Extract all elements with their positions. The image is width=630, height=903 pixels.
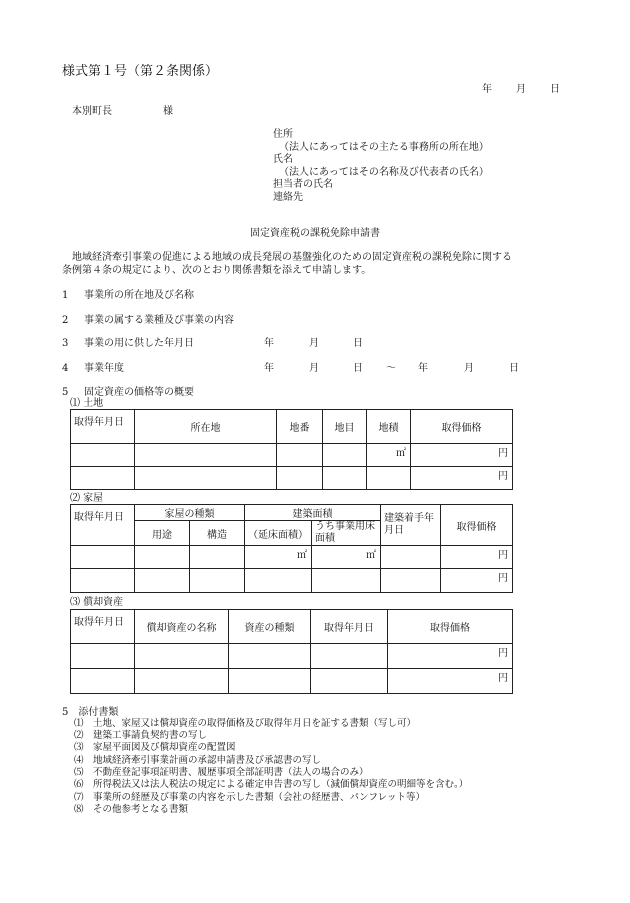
date-line — [482, 80, 562, 95]
applicant-name-label: 氏名 — [273, 154, 293, 165]
land-header-location: 所在地 — [135, 410, 277, 444]
land-cell[interactable] — [135, 444, 277, 467]
house-cell[interactable] — [71, 569, 135, 593]
depreciable-header-name: 償却資産の名称 — [135, 610, 229, 644]
item-5-number: 5 — [62, 387, 69, 398]
attachment-item: ⑻ その他参考となる書類 — [74, 804, 189, 815]
depreciable-yen-unit: 円 — [388, 644, 513, 669]
applicant-address-label: 住所 — [273, 129, 293, 140]
date-year-label: 年 — [482, 84, 492, 95]
document-title: 固定資産税の課税免除申請書 — [250, 228, 380, 239]
land-cell[interactable] — [71, 467, 135, 490]
attachment-item: ⑴ 土地、家屋又は償却資産の取得価格及び取得年月日を証する書類（写し可） — [74, 718, 417, 729]
item-4-day-end: 日 — [509, 363, 519, 374]
depreciable-section-label: ⑶ 償却資産 — [70, 597, 124, 608]
attachment-item: ⑸ 不動産登記事項証明書、履歴事項全部証明書（法人の場合のみ） — [74, 767, 369, 778]
item-4-year-end: 年 — [418, 363, 428, 374]
house-cell[interactable] — [135, 569, 190, 593]
item-4-number: 4 — [62, 363, 69, 374]
house-cell[interactable] — [245, 569, 312, 593]
land-cell[interactable] — [323, 444, 367, 467]
land-cell[interactable] — [367, 467, 411, 490]
applicant-contact-label: 連絡先 — [273, 192, 303, 203]
attachment-item: ⑺ 事業所の経歴及び事業の内容を示した書類（会社の経歴書、パンフレット等） — [74, 792, 426, 803]
item-3-year: 年 — [264, 338, 274, 349]
house-cell[interactable] — [135, 546, 190, 569]
house-yen-unit: 円 — [441, 546, 513, 569]
item-3-number: 3 — [62, 338, 69, 349]
item-4-year: 年 — [264, 363, 274, 374]
depreciable-cell[interactable] — [229, 669, 311, 694]
addressee-name: 本別町長 — [72, 106, 112, 117]
item-1-number: 1 — [62, 290, 69, 301]
depreciable-cell[interactable] — [135, 644, 229, 669]
depreciable-cell[interactable] — [311, 669, 388, 694]
applicant-contact-person-label: 担当者の氏名 — [273, 179, 333, 190]
item-4-day: 日 — [353, 363, 363, 374]
house-cell[interactable] — [312, 569, 381, 593]
land-header-lot: 地番 — [277, 410, 323, 444]
item-1-label: 事業所の所在地及び名称 — [84, 290, 194, 301]
depreciable-header-date: 取得年月日 — [311, 610, 388, 644]
item-2-label: 事業の属する業種及び事業の内容 — [84, 315, 234, 326]
attachment-item: ⑷ 地域経済牽引事業計画の承認申請書及び承認書の写し — [74, 755, 322, 766]
land-section-label: ⑴ 土地 — [70, 398, 104, 409]
house-header-business-floor: うち事業用床面積 — [312, 521, 381, 546]
form-number: 様式第１号（第２条関係） — [62, 64, 219, 79]
house-header-structure: 構造 — [190, 521, 245, 546]
applicant-name-note: （法人にあってはその名称及び代表者の氏名） — [279, 167, 489, 178]
house-table — [70, 504, 513, 593]
depreciable-cell[interactable] — [229, 644, 311, 669]
house-header-start-date: 建築着手年月日 — [381, 505, 441, 546]
item-5-label: 固定資産の価格等の概要 — [84, 387, 194, 398]
house-cell[interactable] — [190, 546, 245, 569]
land-yen-unit: 円 — [411, 467, 513, 490]
house-header-acq-date: 取得年月日 — [71, 505, 135, 546]
item-4-label: 事業年度 — [84, 363, 124, 374]
depreciable-header-acq-date: 取得年月日 — [71, 610, 135, 644]
house-total-floor-unit: ㎡ — [245, 546, 312, 569]
attachments-title: 5 添付書類 — [62, 707, 119, 718]
applicant-address-note: （法人にあってはその主たる事務所の所在地） — [279, 142, 489, 153]
item-3-day: 日 — [353, 338, 363, 349]
house-header-kind: 家屋の種類 — [135, 505, 245, 521]
land-cell[interactable] — [277, 467, 323, 490]
house-cell[interactable] — [190, 569, 245, 593]
house-section-label: ⑵ 家屋 — [70, 493, 104, 504]
item-3-label: 事業の用に供した年月日 — [84, 338, 194, 349]
house-cell[interactable] — [381, 546, 441, 569]
land-cell[interactable] — [277, 444, 323, 467]
house-header-total-floor: （延床面積） — [245, 521, 312, 546]
date-month-label: 月 — [516, 84, 526, 95]
attachment-item: ⑵ 建築工事請負契約書の写し — [74, 730, 208, 741]
land-cell[interactable] — [323, 467, 367, 490]
date-day-label: 日 — [550, 84, 560, 95]
house-header-price: 取得価格 — [441, 505, 513, 546]
land-header-price: 取得価格 — [411, 410, 513, 444]
item-4-month-end: 月 — [464, 363, 474, 374]
depreciable-table — [70, 609, 513, 694]
house-business-floor-unit: ㎡ — [312, 546, 381, 569]
item-3-month: 月 — [309, 338, 319, 349]
intro-line-2: 条例第４条の規定により、次のとおり関係書類を添えて申請します。 — [62, 265, 372, 276]
attachment-item: ⑶ 家屋平面図及び償却資産の配置図 — [74, 742, 236, 753]
house-header-floor-area: 建築面積 — [245, 505, 381, 521]
house-cell[interactable] — [381, 569, 441, 593]
land-area-unit: ㎡ — [367, 444, 411, 467]
depreciable-cell[interactable] — [71, 644, 135, 669]
depreciable-cell[interactable] — [71, 669, 135, 694]
land-header-category: 地目 — [323, 410, 367, 444]
addressee-honorific: 様 — [163, 106, 173, 117]
depreciable-cell[interactable] — [311, 644, 388, 669]
depreciable-cell[interactable] — [135, 669, 229, 694]
land-header-area: 地積 — [367, 410, 411, 444]
item-4-tilde: ～ — [386, 363, 396, 374]
depreciable-header-kind: 資産の種類 — [229, 610, 311, 644]
land-yen-unit: 円 — [411, 444, 513, 467]
item-2-number: 2 — [62, 315, 69, 326]
depreciable-yen-unit: 円 — [388, 669, 513, 694]
intro-line-1: 地域経済牽引事業の促進による地域の成長発展の基盤強化のための固定資産税の課税免除に関する — [72, 252, 512, 263]
house-yen-unit: 円 — [441, 569, 513, 593]
house-cell[interactable] — [71, 546, 135, 569]
land-table — [70, 409, 513, 490]
land-header-acq-date: 取得年月日 — [71, 410, 135, 444]
item-4-month: 月 — [309, 363, 319, 374]
attachment-item: ⑹ 所得税法又は法人税法の規定による確定申告書の写し（減価償却資産の明細等を含む。） — [74, 779, 469, 790]
land-cell[interactable] — [71, 444, 135, 467]
land-cell[interactable] — [135, 467, 277, 490]
depreciable-header-price: 取得価格 — [388, 610, 513, 644]
house-header-use: 用途 — [135, 521, 190, 546]
